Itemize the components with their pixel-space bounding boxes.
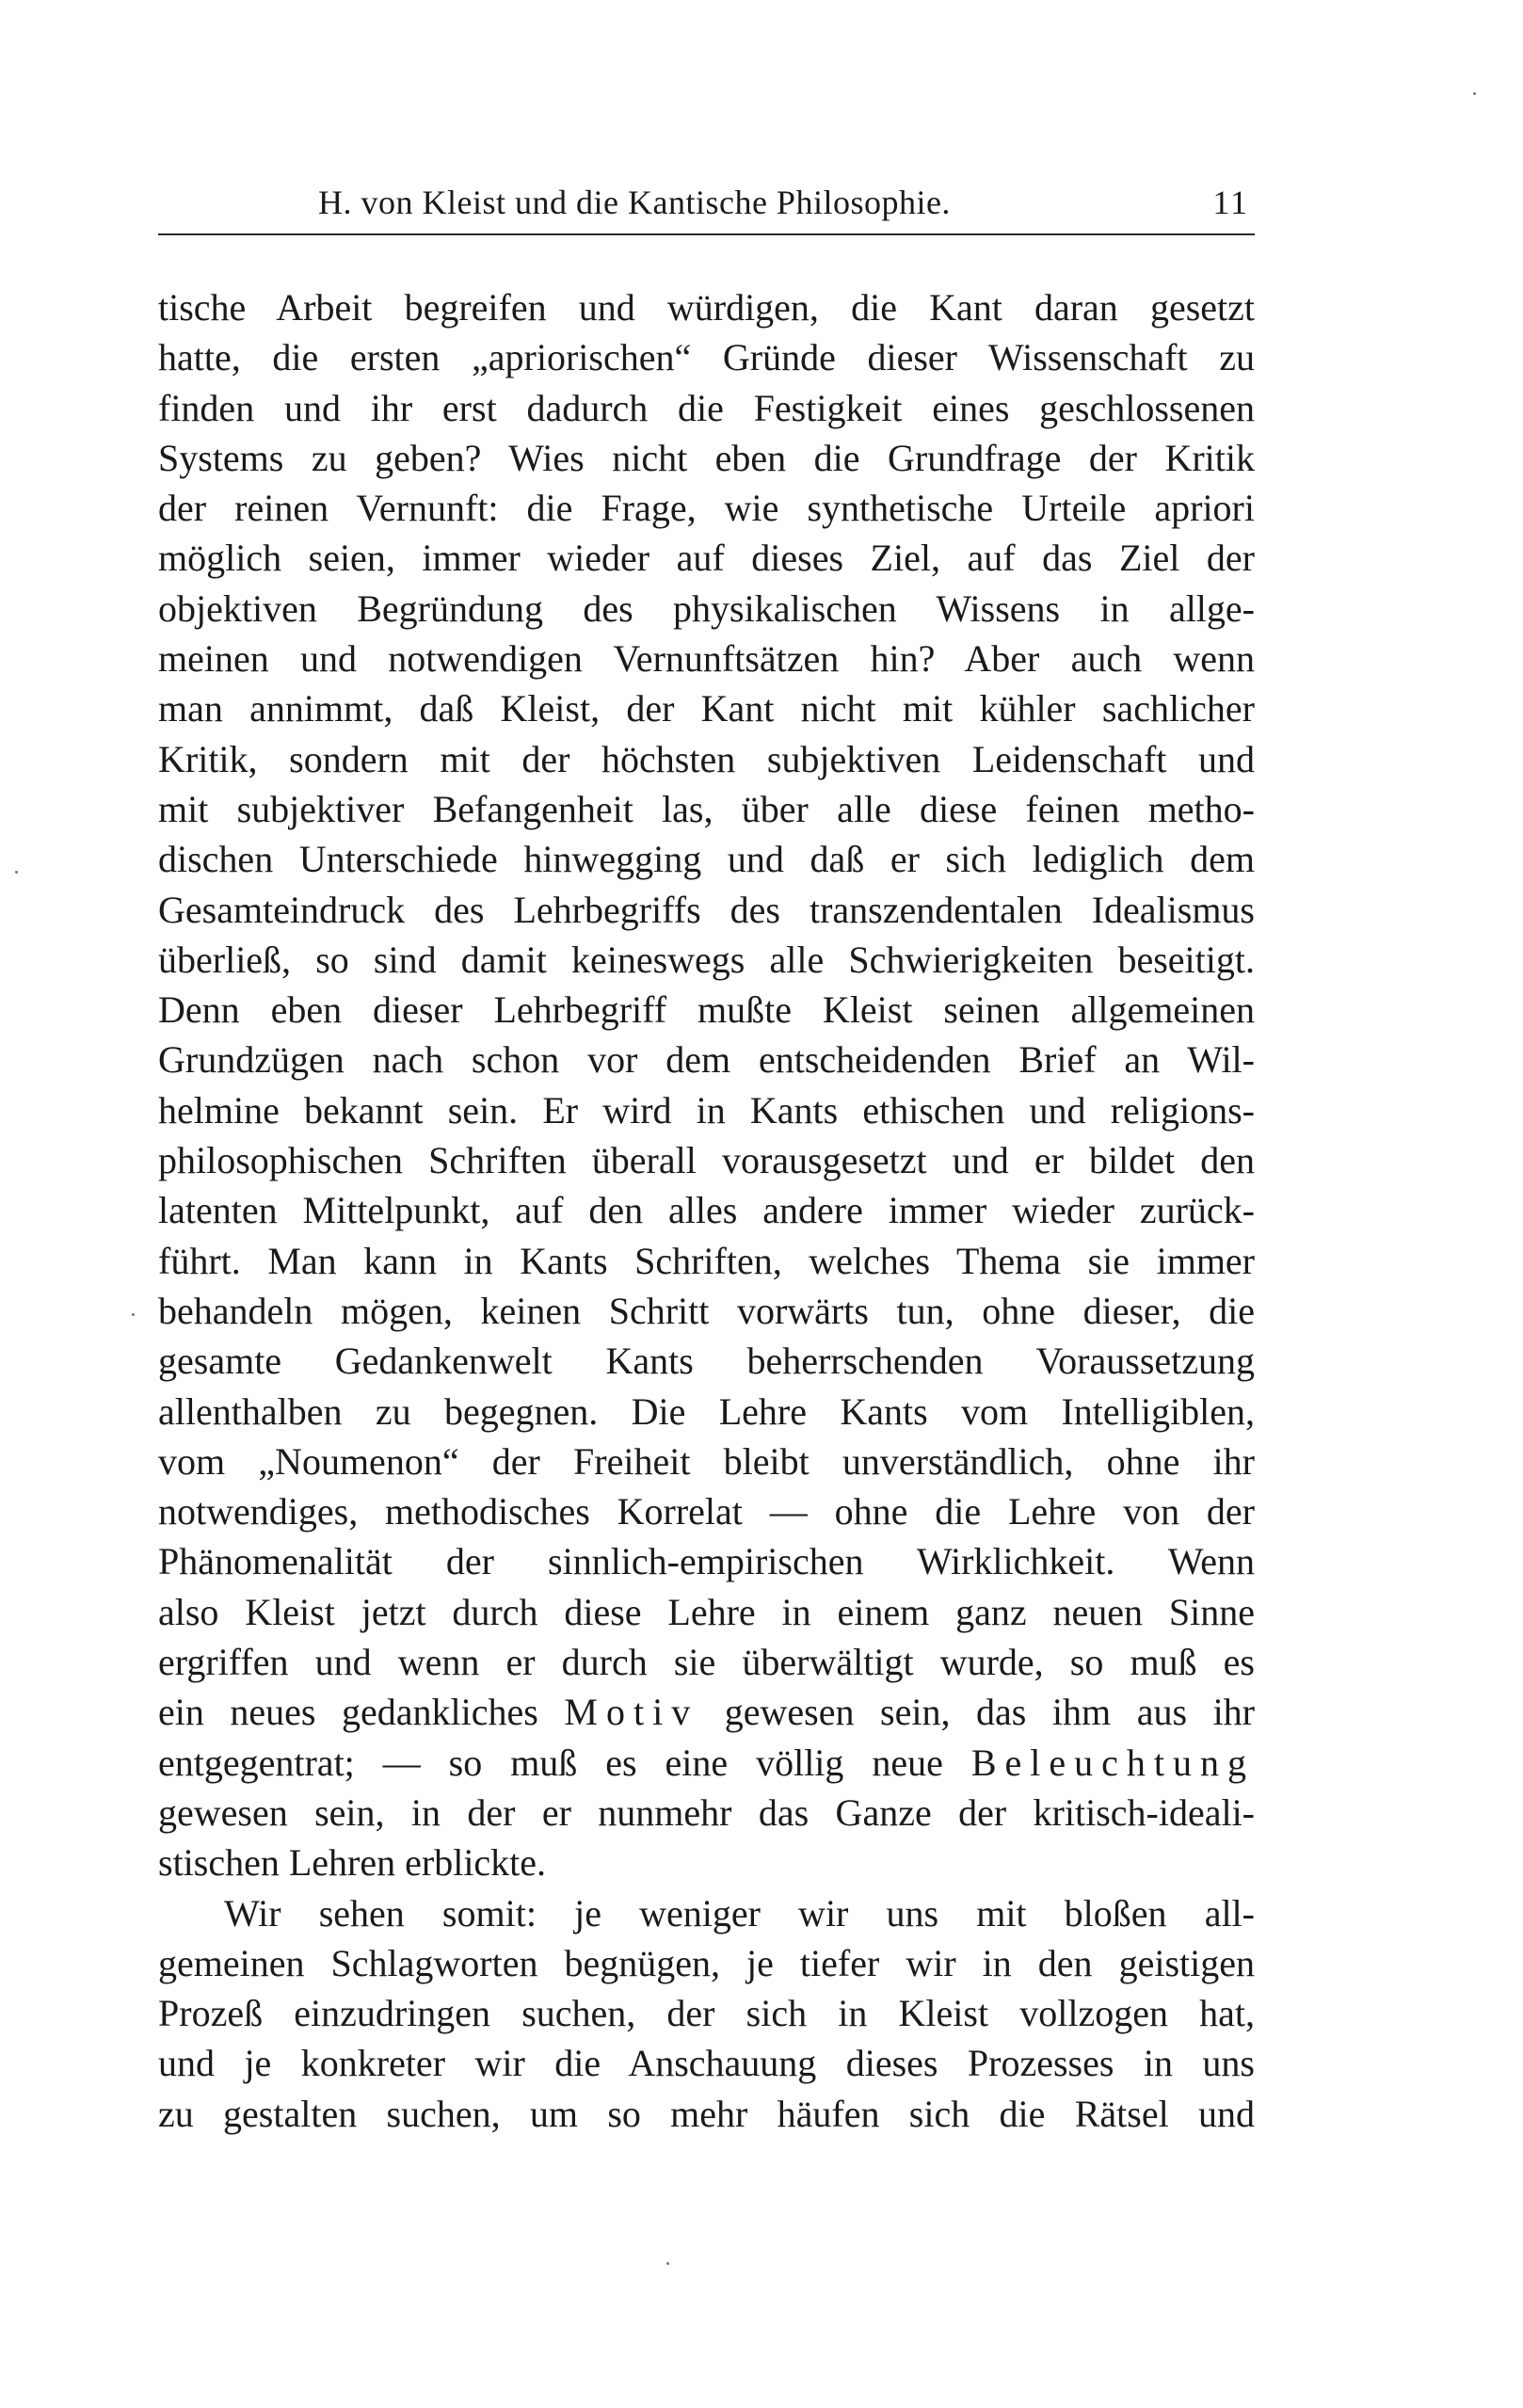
text-line: notwendiges, methodisches Korrelat — ohne die Lehre von der bbox=[158, 1490, 1255, 1533]
text-line: meinen und notwendigen Vernunftsätzen hin? Aber auch wenn bbox=[158, 637, 1255, 681]
running-title: H. von Kleist und die Kantische Philosophie. bbox=[318, 184, 951, 221]
emphasized-word: Motiv bbox=[564, 1691, 699, 1734]
text-line: Gesamteindruck des Lehrbegriffs des transzendentalen Idealismus bbox=[158, 888, 1255, 931]
text-line: ergriffen und wenn er durch sie überwältigt wurde, so muß es bbox=[158, 1641, 1255, 1684]
text-line: möglich seien, immer wieder auf dieses Ziel, auf das Ziel der bbox=[158, 537, 1255, 580]
text-line: gesamte Gedankenwelt Kants beherrschenden Voraussetzung bbox=[158, 1340, 1255, 1383]
print-speck bbox=[666, 2262, 669, 2265]
text-line: zu gestalten suchen, um so mehr häufen sich die Rätsel und bbox=[158, 2092, 1255, 2135]
text-line: Kritik, sondern mit der höchsten subjektiven Leidenschaft und bbox=[158, 737, 1255, 780]
text-line: führt. Man kann in Kants Schriften, welches Thema sie immer bbox=[158, 1239, 1255, 1282]
text-line: helmine bekannt sein. Er wird in Kants ethischen und religions- bbox=[158, 1088, 1255, 1132]
text-line-motiv bbox=[158, 1687, 1255, 1737]
print-speck bbox=[1473, 92, 1476, 95]
text-line: objektiven Begründung des physikalischen Wissens in allge- bbox=[158, 586, 1255, 630]
print-speck bbox=[15, 871, 18, 874]
text-line: allenthalben zu begegnen. Die Lehre Kants vom Intelligiblen, bbox=[158, 1389, 1255, 1433]
text-line: überließ, so sind damit keineswegs alle Schwierigkeiten beseitigt. bbox=[158, 938, 1255, 981]
text-line: behandeln mögen, keinen Schritt vorwärts tun, ohne dieser, die bbox=[158, 1289, 1255, 1332]
paragraph-1 bbox=[158, 282, 1255, 1888]
body-text bbox=[158, 282, 1255, 2139]
page-header bbox=[158, 177, 1255, 235]
text-line: stischen Lehren erblickte. bbox=[158, 1841, 547, 1885]
text-line: latenten Mittelpunkt, auf den alles andere immer wieder zurück- bbox=[158, 1189, 1255, 1232]
emphasized-word: Beleuchtung bbox=[970, 1741, 1255, 1784]
text-line: gewesen sein, in der er nunmehr das Ganze der kritisch-ideali- bbox=[158, 1790, 1255, 1834]
text-line: philosophischen Schriften überall vorausgesetzt und er bildet den bbox=[158, 1139, 1255, 1182]
text-line: gemeinen Schlagworten begnügen, je tiefer wir in den geistigen bbox=[158, 1941, 1255, 1984]
text-line: dischen Unterschiede hinwegging und daß er sich lediglich dem bbox=[158, 838, 1255, 881]
text-line: Phänomenalität der sinnlich-empirischen Wirklichkeit. Wenn bbox=[158, 1540, 1255, 1583]
text-line: hatte, die ersten „apriorischen“ Gründe dieser Wissenschaft zu bbox=[158, 336, 1255, 379]
text-line: man annimmt, daß Kleist, der Kant nicht mit kühler sachlicher bbox=[158, 687, 1255, 730]
text-line: tische Arbeit begreifen und würdigen, die Kant daran gesetzt bbox=[158, 286, 1255, 329]
text-line: Denn eben dieser Lehrbegriff mußte Kleist seinen allgemeinen bbox=[158, 988, 1255, 1032]
text-line-beleuchtung bbox=[158, 1738, 1255, 1788]
text-line: Wir sehen somit: je weniger wir uns mit bloßen all- bbox=[224, 1891, 1255, 1934]
text-fragment: gewesen sein, das ihm aus ihr bbox=[698, 1691, 1256, 1734]
paragraph-2 bbox=[158, 1888, 1255, 2139]
text-line: der reinen Vernunft: die Frage, wie synthetische Urteile apriori bbox=[158, 487, 1255, 530]
text-line: mit subjektiver Befangenheit las, über alle diese feinen metho- bbox=[158, 787, 1255, 830]
text-line: finden und ihr erst dadurch die Festigkeit eines geschlossenen bbox=[158, 386, 1255, 429]
page-number: 11 bbox=[1212, 184, 1249, 221]
text-fragment: ein neues gedankliches bbox=[158, 1691, 565, 1734]
text-line: Systems zu geben? Wies nicht eben die Grundfrage der Kritik bbox=[158, 436, 1255, 479]
text-line: vom „Noumenon“ der Freiheit bleibt unverständlich, ohne ihr bbox=[158, 1439, 1255, 1483]
text-line: Grundzügen nach schon vor dem entscheidenden Brief an Wil- bbox=[158, 1038, 1255, 1082]
text-line: also Kleist jetzt durch diese Lehre in einem ganz neuen Sinne bbox=[158, 1590, 1255, 1633]
text-line: Prozeß einzudringen suchen, der sich in Kleist vollzogen hat, bbox=[158, 1992, 1255, 2035]
text-line: und je konkreter wir die Anschauung dieses Prozesses in uns bbox=[158, 2042, 1255, 2085]
text-fragment: entgegentrat; — so muß es eine völlig neue bbox=[158, 1741, 971, 1784]
print-speck bbox=[132, 1313, 135, 1316]
